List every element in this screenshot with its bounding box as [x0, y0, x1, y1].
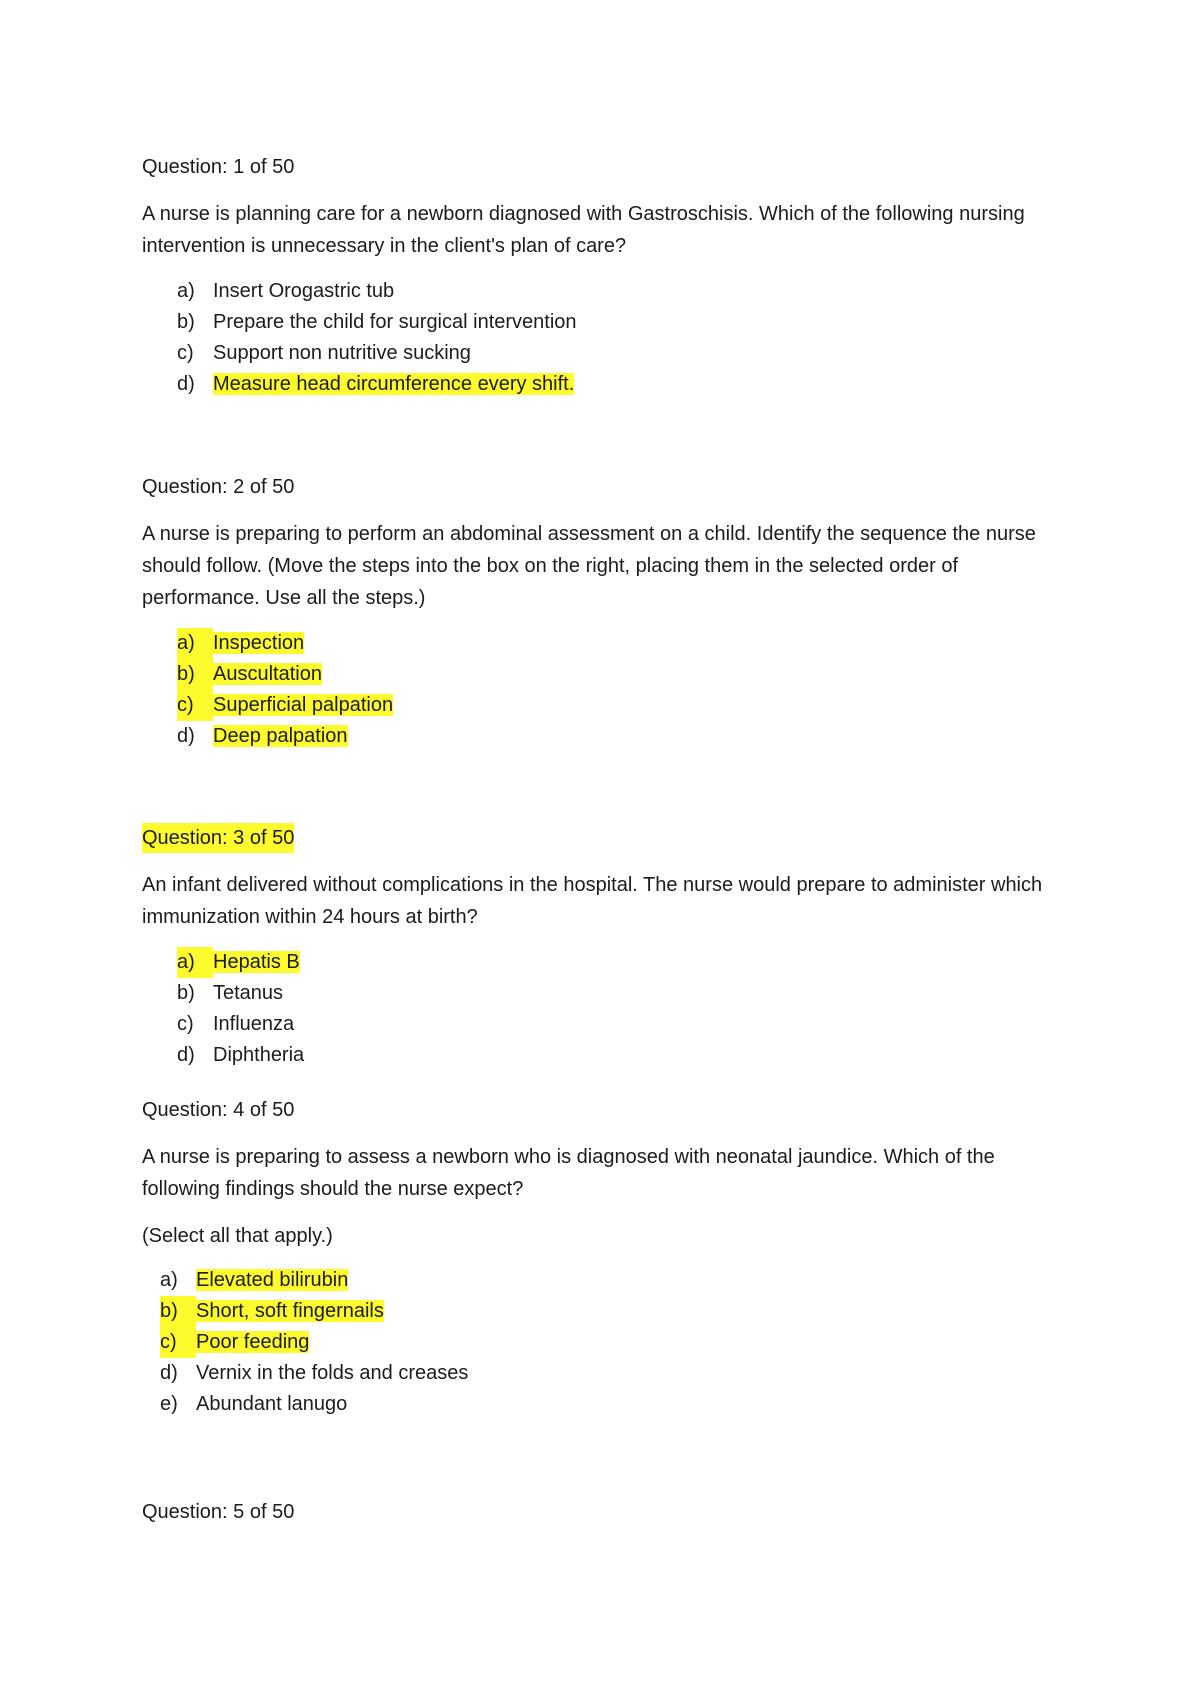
- option-letter: b): [160, 1296, 196, 1327]
- option-letter: a): [160, 1269, 178, 1291]
- option-letter: a): [177, 947, 213, 978]
- question-2: [142, 472, 1062, 752]
- question-5-header: Question: 5 of 50: [142, 1501, 295, 1523]
- option-text-highlighted: Elevated bilirubin: [196, 1269, 349, 1291]
- option-text: Tetanus: [213, 982, 284, 1004]
- option-text: Inspection: [213, 632, 305, 654]
- option-text: Auscultation: [213, 663, 322, 685]
- question-1-option-c: [177, 338, 1062, 369]
- option-text: Support non nutritive sucking: [213, 342, 471, 364]
- question-4-options: [160, 1265, 1062, 1420]
- option-text: Diphtheria: [213, 1044, 305, 1066]
- question-3-option-a: [177, 947, 1062, 978]
- option-letter: d): [160, 1362, 178, 1384]
- question-3-text: An infant delivered without complications in the hospital. The nurse would prepare to administer which immunization within 24 hours at birth?: [142, 874, 1043, 928]
- question-3-options: [177, 947, 1062, 1071]
- question-2-options: [177, 628, 1062, 752]
- option-text-highlighted: Measure head circumference every shift.: [213, 373, 575, 395]
- option-text: Abundant lanugo: [196, 1393, 348, 1415]
- option-text: Poor feeding: [196, 1331, 310, 1353]
- option-letter: b): [177, 311, 195, 333]
- option-letter: c): [177, 690, 213, 721]
- option-text-highlighted: Deep palpation: [213, 725, 348, 747]
- question-2-header: Question: 2 of 50: [142, 476, 295, 498]
- question-1-options: [177, 276, 1062, 400]
- option-letter: d): [177, 373, 195, 395]
- option-letter: d): [177, 725, 195, 747]
- question-3-option-c: [177, 1009, 1062, 1040]
- question-1-text: A nurse is planning care for a newborn diagnosed with Gastroschisis. Which of the following nursing intervention is unnecessary in the client's plan of care?: [142, 203, 1025, 257]
- question-4-note: (Select all that apply.): [142, 1225, 333, 1247]
- option-letter: b): [177, 982, 195, 1004]
- question-2-option-c: [177, 690, 1062, 721]
- option-text: Superficial palpation: [213, 694, 394, 716]
- option-letter: a): [177, 280, 195, 302]
- option-letter: a): [177, 628, 213, 659]
- option-letter: c): [177, 342, 194, 364]
- question-4-text: A nurse is preparing to assess a newborn who is diagnosed with neonatal jaundice. Which of the following findings should the nurse expect?: [142, 1146, 995, 1200]
- question-3: [142, 823, 1062, 1071]
- question-5: [142, 1497, 1062, 1527]
- question-1-option-b: [177, 307, 1062, 338]
- question-3-option-b: [177, 978, 1062, 1009]
- question-3-header: Question: 3 of 50: [142, 823, 294, 853]
- question-4-option-c: [160, 1327, 1062, 1358]
- question-2-option-b: [177, 659, 1062, 690]
- question-4-option-d: [160, 1358, 1062, 1389]
- question-4-option-e: [160, 1389, 1062, 1420]
- option-letter: e): [160, 1393, 178, 1415]
- question-1-option-a: [177, 276, 1062, 307]
- question-1-header: Question: 1 of 50: [142, 156, 295, 178]
- question-2-text: A nurse is preparing to perform an abdominal assessment on a child. Identify the sequence the nurse should follow. (Move the steps into the box on the right, placing them in the selected order of performance. Use all the steps.): [142, 523, 1036, 609]
- option-letter: d): [177, 1044, 195, 1066]
- question-1: [142, 152, 1062, 400]
- question-3-option-d: [177, 1040, 1062, 1071]
- question-2-option-a: [177, 628, 1062, 659]
- option-text: Insert Orogastric tub: [213, 280, 395, 302]
- option-letter: c): [160, 1327, 196, 1358]
- option-text: Hepatis B: [213, 951, 300, 973]
- option-text: Short, soft fingernails: [196, 1300, 384, 1322]
- question-4: [142, 1095, 1062, 1420]
- question-1-option-d: [177, 369, 1062, 400]
- option-text: Vernix in the folds and creases: [196, 1362, 469, 1384]
- option-letter: b): [177, 659, 213, 690]
- question-2-option-d: [177, 721, 1062, 752]
- option-letter: c): [177, 1013, 194, 1035]
- question-4-option-b: [160, 1296, 1062, 1327]
- question-4-header: Question: 4 of 50: [142, 1099, 295, 1121]
- option-text: Influenza: [213, 1013, 295, 1035]
- option-text: Prepare the child for surgical intervention: [213, 311, 577, 333]
- question-4-option-a: [160, 1265, 1062, 1296]
